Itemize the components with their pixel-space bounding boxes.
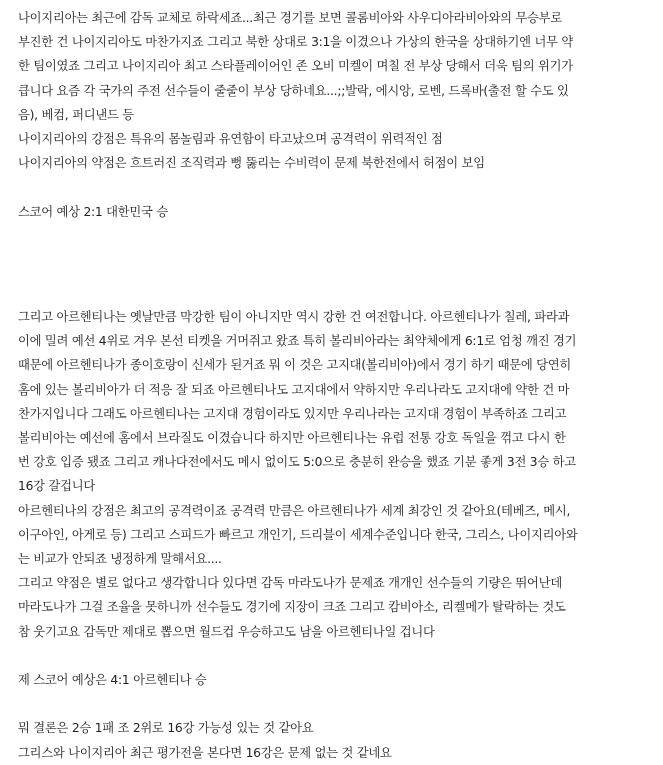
text-line: 아르헨티나의 강점은 최고의 공격력이죠 공격력 만큼은 아르헨티나가 세계 최강인 것 같아요(테베즈, 메시, (18, 503, 571, 518)
text-line: 큽니다 요즘 각 국가의 주전 선수들이 줄줄이 부상 당하네요...;;발락, 에시앙, 로벤, 드록바(출전 할 수도 있 (18, 83, 569, 98)
text-line: 나이지리아의 강점은 특유의 몸놀림과 유연함이 타고났으며 공격력이 위력적인 점 (18, 132, 443, 147)
spacer (18, 175, 648, 199)
text-line: 그리고 아르헨티나는 옛날만큼 막강한 팀이 아니지만 역시 강한 건 여전합니다. 아르헨티나가 칠레, 파라과 (18, 310, 570, 324)
spacer (18, 281, 648, 305)
text-line: 한 팀이였죠 그리고 나이지리아 최고 스타플레이어인 존 오비 미켈이 며칠 전 부상 당해서 더욱 팀의 위기가 (18, 59, 573, 74)
text-line: 홈에 있는 볼리비아가 더 적응 잘 되죠 아르헨티나도 고지대에서 약하지만 우리나라도 고지대에 약한 건 마 (18, 382, 570, 397)
score-prediction: 제 스코어 예상은 4:1 아르헨티나 승 (18, 673, 207, 688)
spacer (18, 224, 648, 281)
text-line: 뭐 결론은 2승 1패 조 2위로 16강 가능성 있는 것 같아요 (18, 721, 314, 736)
text-line: 는 비교가 안되죠 냉정하게 말해서요.... (18, 552, 222, 567)
section-conclusion (18, 716, 648, 764)
section-argentina (18, 305, 648, 692)
text-line: 찬가지입니다 그래도 아르헨티나는 고지대 경험이라도 있지만 우리나라는 고지대 경험이 부족하죠 그리고 (18, 406, 567, 421)
text-line: 나이지리아는 최근에 감독 교체로 하락세죠...최근 경기를 보면 콜롬비아와 사우디아라비아와의 무승부로 (18, 11, 562, 25)
text-line: 부진한 건 나이지리아도 마찬가지죠 그리고 북한 상대로 3:1을 이겼으나 가상의 한국을 상대하기엔 너무 약 (18, 35, 574, 50)
text-line: 때문에 아르헨티나가 종이호랑이 신세가 된거죠 뭐 이 것은 고지대(볼리비아)에서 경기 하기 때문에 당연히 (18, 358, 572, 373)
text-line: 음), 베컴, 퍼디낸드 등 (18, 107, 134, 122)
text-line: 번 강호 입증 됐죠 그리고 캐나다전에서도 메시 없이도 5:0으로 충분히 완승을 했죠 기분 좋게 3전 3승 하고 (18, 455, 576, 470)
score-prediction: 스코어 예상 2:1 대한민국 승 (18, 204, 168, 219)
text-line: 나이지리아의 약점은 흐트러진 조직력과 뻥 뚫리는 수비력이 문제 북한전에서 허점이 보임 (18, 156, 485, 171)
spacer (18, 692, 648, 716)
text-line: 그리스와 나이지리아 최근 평가전을 본다면 16강은 문제 없는 것 같네요 (18, 745, 392, 760)
text-line: 참 웃기고요 감독만 제대로 뽑으면 월드컵 우승하고도 남을 아르헨티나일 겁니다 (18, 624, 435, 639)
post-body (18, 6, 648, 765)
text-line: 이구아인, 아게로 등) 그리고 스피드가 빠르고 개인기, 드리블이 세계수준입니다 한국, 그리스, 나이지리아와 (18, 527, 578, 542)
text-line: 마라도나가 그걸 조율을 못하니까 선수들도 경기에 지장이 크죠 그리고 캄비아소, 리켈메가 탈락하는 것도 (18, 600, 566, 615)
text-line: 이에 밀려 예선 4위로 겨우 본선 티켓을 거머쥐고 왔죠 특히 볼리비아라는 최약체에게 6:1로 엄청 깨진 경기 (18, 334, 577, 349)
section-nigeria (18, 6, 648, 224)
spacer (18, 644, 648, 668)
text-line: 볼리비아는 예선에 홈에서 브라질도 이겼습니다 하지만 아르헨티나는 유럽 전통 강호 독일을 꺾고 다시 한 (18, 431, 566, 446)
text-line: 16강 갈겁니다 (18, 479, 95, 494)
text-line: 그리고 약점은 별로 없다고 생각합니다 있다면 감독 마라도나가 문제죠 개개인 선수들의 기량은 뛰어난데 (18, 576, 562, 591)
